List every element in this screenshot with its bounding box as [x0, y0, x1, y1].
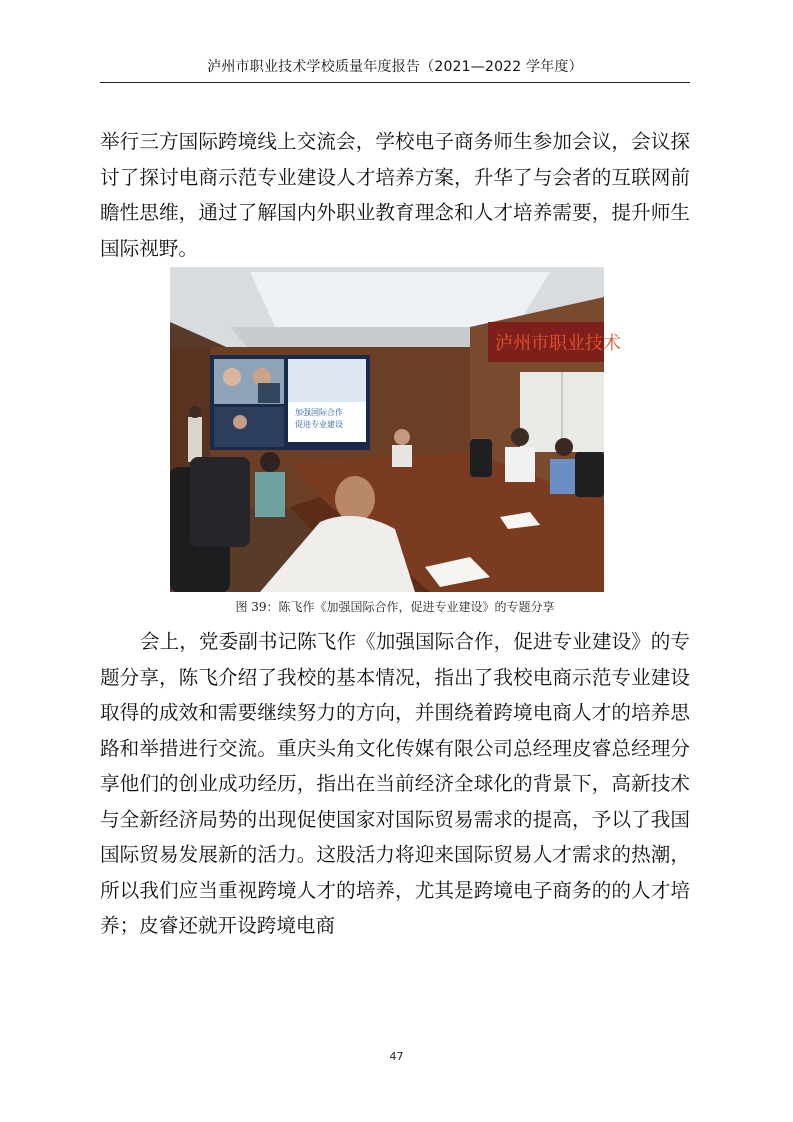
figure-caption: 图 39：陈飞作《加强国际合作，促进专业建设》的专题分享: [235, 600, 555, 614]
meeting-photo: [170, 267, 621, 592]
running-header: 泸州市职业技术学校质量年度报告（2021—2022 学年度）: [207, 59, 583, 75]
page-number: 47: [389, 1050, 404, 1063]
paragraph-2: 会上，党委副书记陈飞作《加强国际合作，促进专业建设》的专题分享，陈飞介绍了我校的基本情况，指出了我校电商示范专业建设取得的成效和需要继续努力的方向，并围绕着跨境电商人才的培养思路和举措进行交流。重庆头角文化传媒有限公司总经理皮睿总经理分享他们的创业成功经历，指出在当前经济全球化的背景下，高新技术与全新经济局势的出现促使国家对国际贸易需求的提高，予以了我国国际贸易发展新的活力。这股活力将迎来国际贸易人才需求的热潮，所以我们应当重视跨境人才的培养，尤其是跨境电子商务的的人才培养；皮睿还就开设跨境电商: [100, 630, 690, 937]
wall-banner-text: 泸州市职业技术: [495, 333, 621, 354]
screen-slide-line1: 加强国际合作: [295, 408, 343, 417]
paragraph-1: 举行三方国际跨境线上交流会，学校电子商务师生参加会议，会议探讨了探讨电商示范专业建设人才培养方案，升华了与会者的互联网前瞻性思维，通过了解国内外职业教育理念和人才培养需要，提升师生国际视野。: [100, 130, 690, 260]
header-rule: [100, 82, 690, 83]
screen-slide-line2: 促进专业建设: [295, 420, 343, 429]
